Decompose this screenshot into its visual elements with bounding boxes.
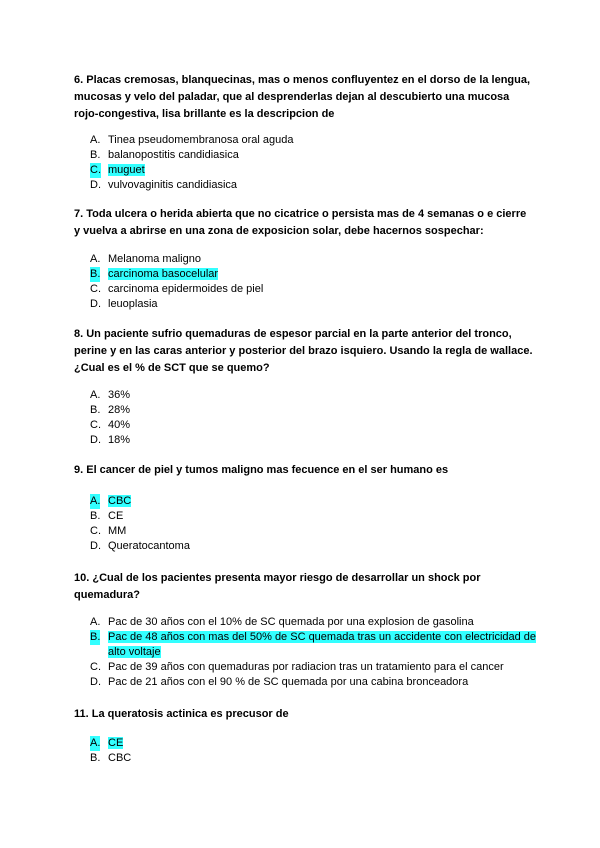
option-letter: C.: [90, 525, 101, 537]
option-text: Pac de 39 años con quemaduras por radiacion tras un tratamiento para el cancer: [108, 661, 504, 673]
option-letter: B.: [90, 752, 101, 764]
option-text: Pac de 21 años con el 90 % de SC quemada por una cabina bronceadora: [108, 676, 469, 688]
option-letter: A.: [90, 134, 101, 146]
option-letter: D.: [90, 434, 101, 446]
option-letter: C.: [90, 283, 101, 295]
option-letter: D.: [90, 540, 101, 552]
option-text-highlighted: carcinoma basocelular: [108, 268, 219, 280]
option-7b: [90, 267, 540, 282]
question-9-options: [90, 494, 540, 554]
option-7c: [90, 282, 540, 297]
option-text: Queratocantoma: [108, 540, 190, 552]
option-8c: [90, 418, 540, 433]
option-letter: A.: [90, 495, 101, 507]
option-9d: [90, 539, 540, 554]
option-6d: [90, 178, 540, 193]
option-letter: C.: [90, 419, 101, 431]
option-text: vulvovaginitis candidiasica: [108, 179, 238, 191]
option-text-highlighted: CBC: [108, 495, 132, 507]
option-letter: A.: [90, 253, 101, 265]
option-text: leuoplasia: [108, 298, 158, 310]
option-text: CBC: [108, 752, 132, 764]
option-letter: A.: [90, 389, 101, 401]
option-letter: B.: [90, 268, 101, 280]
option-text: balanopostitis candidiasica: [108, 149, 239, 161]
option-letter: A.: [90, 616, 101, 628]
question-6-options: [90, 133, 540, 193]
option-text: Pac de 30 años con el 10% de SC quemada por una explosion de gasolina: [108, 616, 474, 628]
option-letter: B.: [90, 404, 101, 416]
option-letter: D.: [90, 676, 101, 688]
option-6b: [90, 148, 540, 163]
option-letter: D.: [90, 179, 101, 191]
option-7a: [90, 252, 540, 267]
option-7d: [90, 297, 540, 312]
option-9a: [90, 494, 540, 509]
option-text: 28%: [108, 404, 131, 416]
question-11-options: [90, 736, 540, 766]
option-text-highlighted: CE: [108, 737, 124, 749]
question-6-text: 6. Placas cremosas, blanquecinas, mas o menos confluyentez en el dorso de la lengua, mucosas y velo del paladar, que al desprenderlas dejan al descubierto una mucosa rojo-congestiva, lisa brillante es la descripcion de: [74, 74, 531, 120]
question-10-options: [90, 615, 540, 690]
option-text-highlighted: muguet: [108, 164, 145, 176]
question-10-text: 10. ¿Cual de los pacientes presenta mayor riesgo de desarrollar un shock por quemadura?: [74, 572, 481, 601]
option-9b: [90, 509, 540, 524]
question-9-text: 9. El cancer de piel y tumos maligno mas fecuence en el ser humano es: [74, 464, 449, 476]
option-text: Tinea pseudomembranosa oral aguda: [108, 134, 294, 146]
option-8a: [90, 388, 540, 403]
option-text: Melanoma maligno: [108, 253, 201, 265]
option-8d: [90, 433, 540, 448]
option-11b: [90, 751, 540, 766]
option-text: carcinoma epidermoides de piel: [108, 283, 264, 295]
question-11-text: 11. La queratosis actinica es precusor de: [74, 708, 289, 720]
option-text: CE: [108, 510, 124, 522]
option-letter: C.: [90, 661, 101, 673]
option-10b: [90, 630, 540, 660]
option-10d: [90, 675, 540, 690]
question-8-options: [90, 388, 540, 448]
option-text: 18%: [108, 434, 131, 446]
option-10c: [90, 660, 540, 675]
option-6a: [90, 133, 540, 148]
option-6c: [90, 163, 540, 178]
option-9c: [90, 524, 540, 539]
option-letter: B.: [90, 631, 101, 643]
option-letter: A.: [90, 737, 101, 749]
option-letter: D.: [90, 298, 101, 310]
option-text: 36%: [108, 389, 131, 401]
option-10a: [90, 615, 540, 630]
option-text-highlighted: Pac de 48 años con mas del 50% de SC quemada tras un accidente con electricidad de alto voltaje: [108, 631, 537, 658]
question-7-text: 7. Toda ulcera o herida abierta que no cicatrice o persista mas de 4 semanas o e cierre y vuelva a abrirse en una zona de exposicion solar, debe hacernos sospechar:: [74, 208, 527, 237]
question-7-options: [90, 252, 540, 312]
option-11a: [90, 736, 540, 751]
option-text: 40%: [108, 419, 131, 431]
option-letter: B.: [90, 149, 101, 161]
option-letter: C.: [90, 164, 101, 176]
question-8-text: 8. Un paciente sufrio quemaduras de espesor parcial en la parte anterior del tronco, perine y en las caras anterior y posterior del brazo isquiero. Usando la regla de wallace. ¿Cual es el % de SCT que se quemo?: [74, 328, 533, 374]
option-letter: B.: [90, 510, 101, 522]
option-8b: [90, 403, 540, 418]
option-text: MM: [108, 525, 127, 537]
